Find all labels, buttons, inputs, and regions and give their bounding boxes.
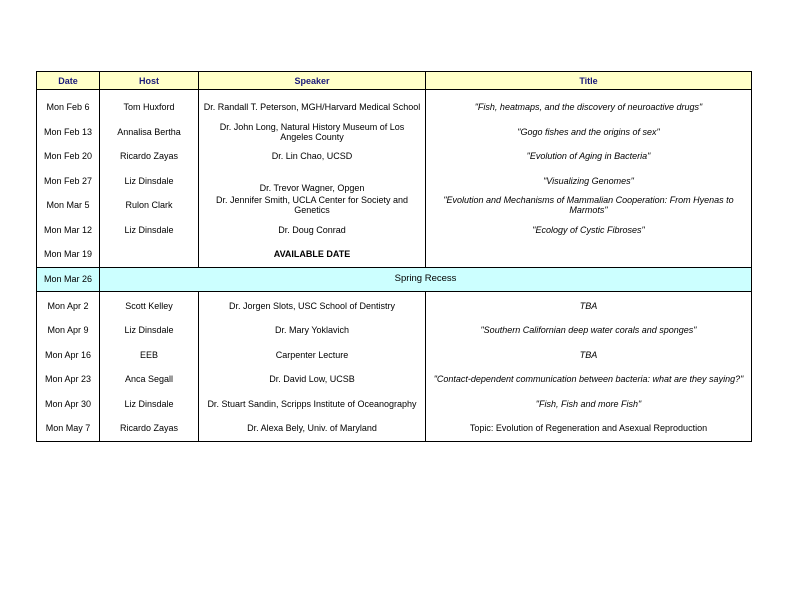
table-row — [37, 392, 752, 417]
table-row — [37, 343, 752, 368]
host-cell: Rulon Clark — [100, 193, 199, 218]
table-row — [37, 318, 752, 343]
title-cell: "Gogo fishes and the origins of sex" — [426, 120, 752, 145]
title-cell: Topic: Evolution of Regeneration and Asexual Reproduction — [426, 416, 752, 441]
host-cell: Ricardo Zayas — [100, 416, 199, 441]
date-column-header: Date — [37, 72, 100, 90]
speaker-cell: Dr. Jennifer Smith, UCLA Center for Society and Genetics — [199, 193, 426, 218]
speaker-cell: Dr. Mary Yoklavich — [199, 318, 426, 343]
date-cell: Mon Apr 30 — [37, 392, 100, 417]
host-cell: Liz Dinsdale — [100, 218, 199, 243]
speaker-cell: Dr. Randall T. Peterson, MGH/Harvard Medical School — [199, 90, 426, 120]
recess-date-cell: Mon Mar 26 — [37, 267, 100, 291]
title-cell — [426, 242, 752, 267]
date-cell: Mon Apr 9 — [37, 318, 100, 343]
recess-row — [37, 267, 752, 291]
title-cell: "Ecology of Cystic Fibroses" — [426, 218, 752, 243]
title-cell: "Visualizing Genomes" — [426, 169, 752, 194]
host-cell — [100, 242, 199, 267]
host-cell: Liz Dinsdale — [100, 169, 199, 194]
table-row — [37, 218, 752, 243]
host-cell: Liz Dinsdale — [100, 318, 199, 343]
host-cell: Anca Segall — [100, 367, 199, 392]
date-cell: Mon Mar 5 — [37, 193, 100, 218]
recess-label: Spring Recess — [100, 267, 752, 291]
date-cell: Mon Feb 13 — [37, 120, 100, 145]
date-cell: Mon May 7 — [37, 416, 100, 441]
table-row — [37, 242, 752, 267]
title-cell: "Fish, heatmaps, and the discovery of neuroactive drugs" — [426, 90, 752, 120]
title-cell: TBA — [426, 343, 752, 368]
speaker-cell: Dr. Lin Chao, UCSD — [199, 144, 426, 169]
table-row — [37, 90, 752, 120]
date-cell: Mon Apr 2 — [37, 291, 100, 318]
title-cell: "Fish, Fish and more Fish" — [426, 392, 752, 417]
title-cell: "Southern Californian deep water corals and sponges" — [426, 318, 752, 343]
table-row — [37, 416, 752, 441]
title-cell: TBA — [426, 291, 752, 318]
table-row — [37, 291, 752, 318]
speaker-cell: Dr. Trevor Wagner, Opgen — [199, 169, 426, 194]
date-cell: Mon Apr 16 — [37, 343, 100, 368]
table-body — [37, 90, 752, 442]
speaker-cell: Dr. John Long, Natural History Museum of Los Angeles County — [199, 120, 426, 145]
host-cell: Scott Kelley — [100, 291, 199, 318]
table-row — [37, 367, 752, 392]
header-row — [37, 72, 752, 90]
date-cell: Mon Feb 20 — [37, 144, 100, 169]
date-cell: Mon Mar 19 — [37, 242, 100, 267]
host-cell: Liz Dinsdale — [100, 392, 199, 417]
host-cell: EEB — [100, 343, 199, 368]
host-cell: Ricardo Zayas — [100, 144, 199, 169]
speaker-column-header: Speaker — [199, 72, 426, 90]
speaker-cell: Carpenter Lecture — [199, 343, 426, 368]
table-row — [37, 120, 752, 145]
host-cell: Tom Huxford — [100, 90, 199, 120]
speaker-cell: Dr. Doug Conrad — [199, 218, 426, 243]
table-row — [37, 193, 752, 218]
date-cell: Mon Mar 12 — [37, 218, 100, 243]
available-date-cell: AVAILABLE DATE — [199, 242, 426, 267]
table-row — [37, 144, 752, 169]
date-cell: Mon Feb 6 — [37, 90, 100, 120]
table-header — [37, 72, 752, 90]
speaker-cell: Dr. Jorgen Slots, USC School of Dentistry — [199, 291, 426, 318]
date-cell: Mon Feb 27 — [37, 169, 100, 194]
title-cell: "Evolution of Aging in Bacteria" — [426, 144, 752, 169]
date-cell: Mon Apr 23 — [37, 367, 100, 392]
title-cell: "Evolution and Mechanisms of Mammalian Cooperation: From Hyenas to Marmots" — [426, 193, 752, 218]
speaker-cell: Dr. David Low, UCSB — [199, 367, 426, 392]
host-column-header: Host — [100, 72, 199, 90]
seminar-schedule-table — [36, 71, 752, 442]
title-cell: "Contact-dependent communication between bacteria: what are they saying?" — [426, 367, 752, 392]
speaker-cell: Dr. Stuart Sandin, Scripps Institute of Oceanography — [199, 392, 426, 417]
table-row — [37, 169, 752, 194]
title-column-header: Title — [426, 72, 752, 90]
host-cell: Annalisa Bertha — [100, 120, 199, 145]
speaker-cell: Dr. Alexa Bely, Univ. of Maryland — [199, 416, 426, 441]
